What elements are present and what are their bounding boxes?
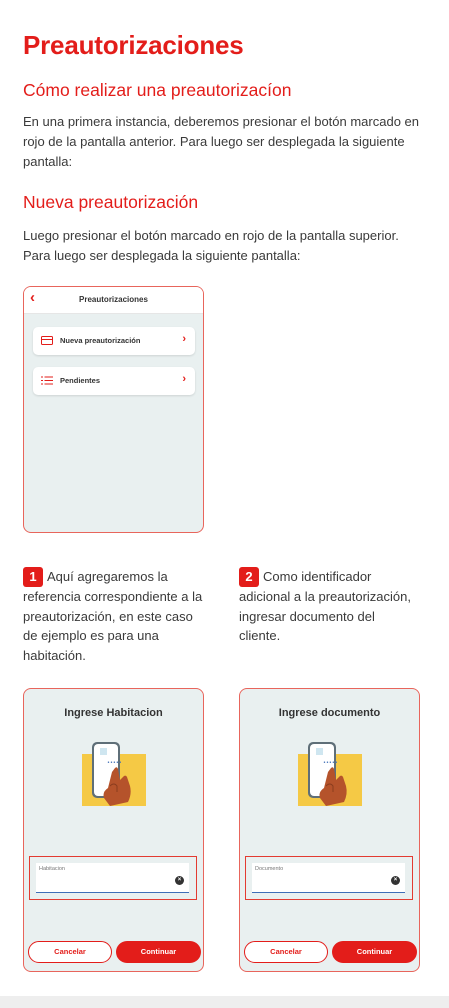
step-2-description — [239, 567, 419, 646]
page-title: Preautorizaciones — [23, 30, 244, 60]
menu-item-pendientes[interactable] — [33, 367, 195, 395]
card-tap-illustration-icon — [298, 742, 362, 806]
card-icon — [41, 336, 53, 345]
habitacion-input[interactable] — [36, 863, 189, 893]
screen-header — [24, 287, 203, 314]
field-label: Habitacion — [39, 866, 65, 872]
cancel-button[interactable]: Cancelar — [244, 941, 328, 963]
screen-title: Preautorizaciones — [79, 295, 148, 304]
documento-input[interactable] — [252, 863, 405, 893]
section-heading-how-to: Cómo realizar una preautorizacíon — [23, 80, 292, 100]
list-icon — [41, 376, 53, 385]
menu-item-label: Pendientes — [60, 376, 101, 385]
continue-button[interactable]: Continuar — [332, 941, 417, 963]
cancel-button[interactable]: Cancelar — [28, 941, 112, 963]
svg-text:•••••: ••••• — [107, 760, 122, 766]
card-tap-illustration-icon — [82, 742, 146, 806]
bottom-divider — [0, 996, 449, 1008]
phone-screen-documento — [239, 688, 420, 972]
menu-item-nueva-preautorizacion[interactable] — [33, 327, 195, 355]
chevron-right-icon: › — [182, 373, 186, 385]
phone-screen-habitacion — [23, 688, 204, 972]
clear-icon[interactable]: × — [175, 876, 184, 885]
highlight-frame — [245, 856, 413, 900]
step-number-badge: 1 — [23, 567, 43, 587]
clear-icon[interactable]: × — [391, 876, 400, 885]
chevron-left-icon[interactable]: ‹ — [30, 289, 35, 306]
screen-title: Ingrese documento — [278, 707, 381, 719]
step-text: Como identificador adicional a la preautorización, ingresar documento del cliente. — [239, 569, 411, 643]
highlight-frame — [29, 856, 197, 900]
step-number-badge: 2 — [239, 567, 259, 587]
screen-title: Ingrese Habitacion — [64, 707, 163, 719]
continue-button[interactable]: Continuar — [116, 941, 201, 963]
field-label: Documento — [255, 866, 284, 872]
menu-item-label: Nueva preautorización — [60, 336, 141, 345]
section-text-how-to: En una primera instancia, deberemos presionar el botón marcado en rojo de la pantalla anterior. Para luego ser desplegada la siguiente pantalla: — [23, 114, 420, 169]
step-text: Aquí agregaremos la referencia correspondiente a la preautorización, en este caso de ejemplo es para una habitación. — [23, 569, 203, 663]
chevron-right-icon: › — [182, 333, 186, 345]
svg-text:•••••: ••••• — [323, 760, 338, 766]
step-1-description — [23, 567, 203, 665]
phone-screen-menu — [23, 286, 204, 533]
section-text-new-preauth: Luego presionar el botón marcado en rojo de la pantalla superior. Para luego ser desplegada la siguiente pantalla: — [23, 228, 399, 263]
section-heading-new-preauth: Nueva preautorización — [23, 192, 199, 212]
